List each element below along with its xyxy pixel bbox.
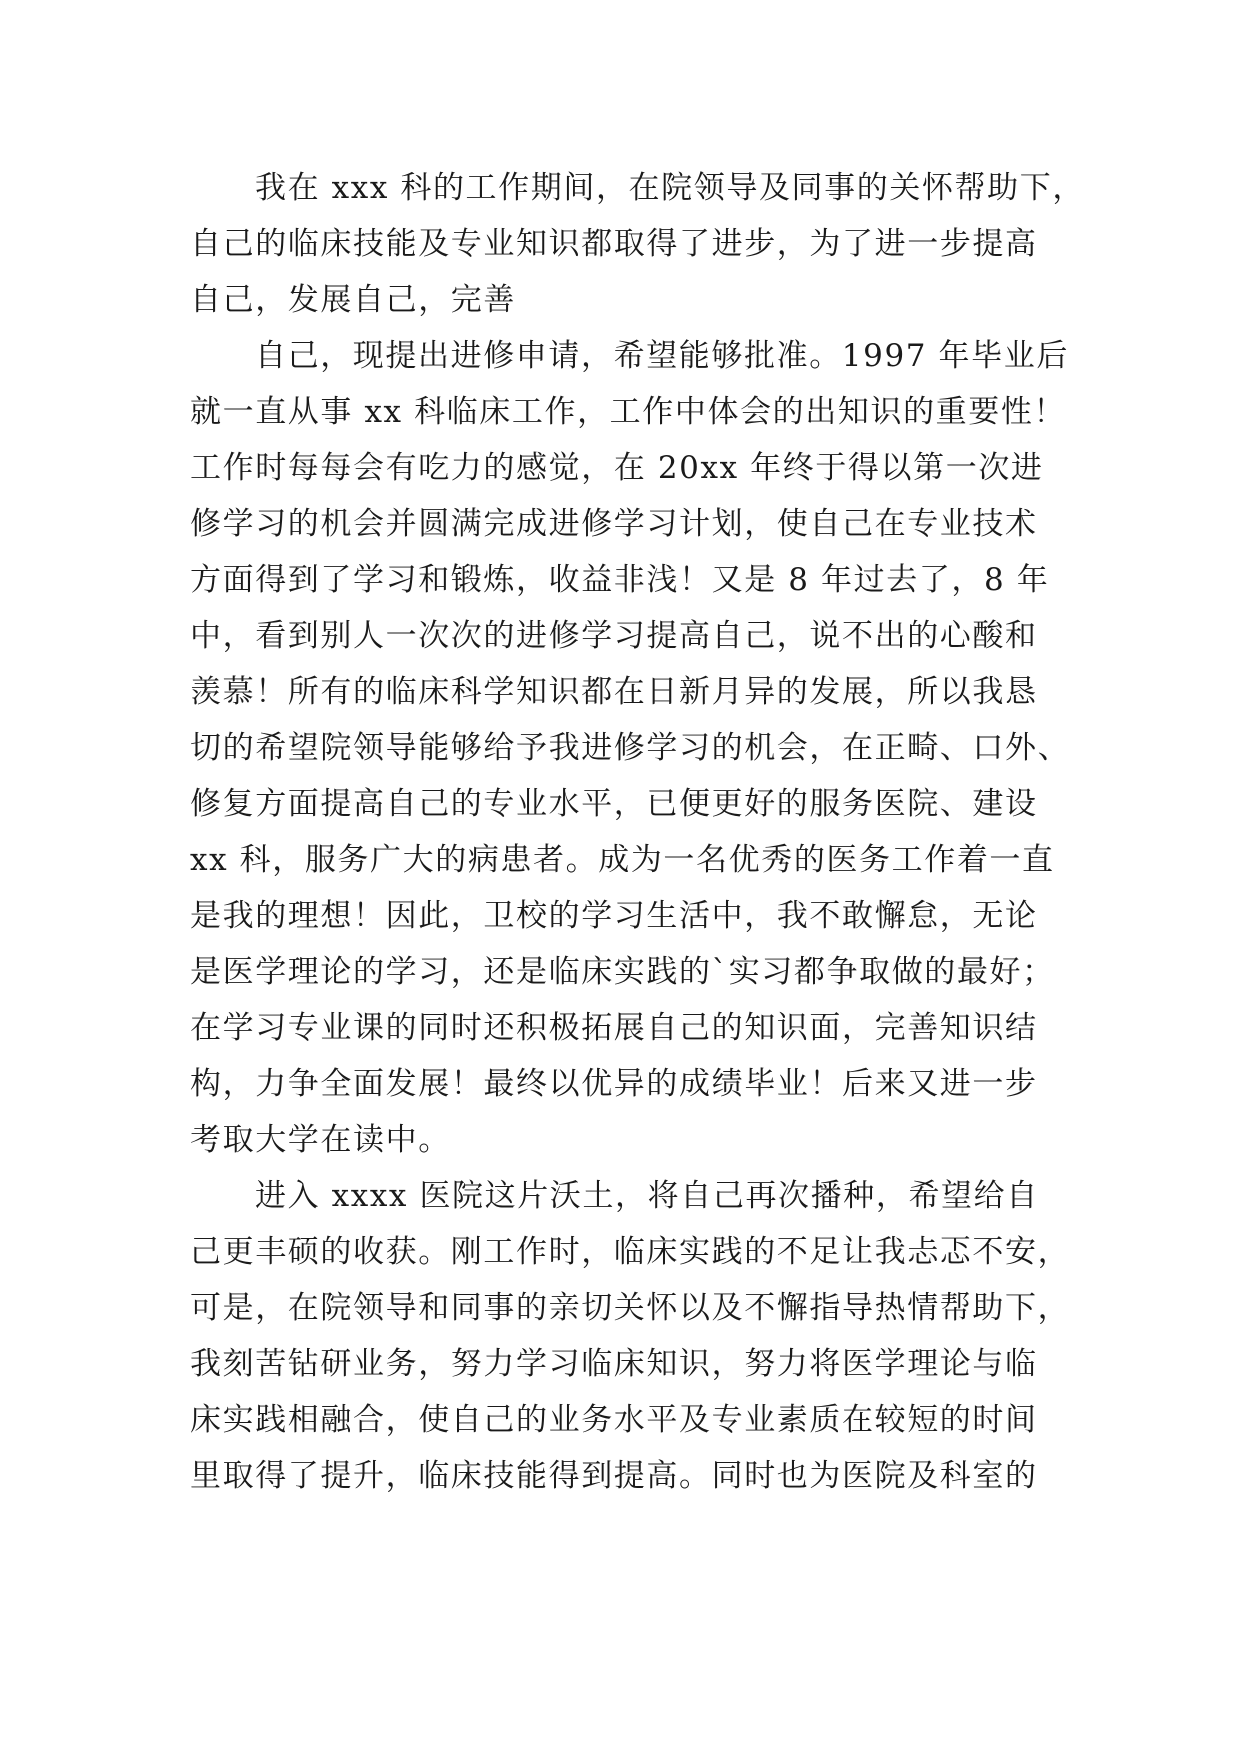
paragraph-line: 羡慕！所有的临床科学知识都在日新月异的发展，所以我恳 (190, 674, 1038, 710)
paragraph-line: 自己，现提出进修申请，希望能够批准。1997 年毕业后 (255, 338, 1069, 374)
paragraph-line: 是医学理论的学习，还是临床实践的`实习都争取做的最好； (190, 954, 1055, 990)
paragraph-line: 修学习的机会并圆满完成进修学习计划，使自己在专业技术 (190, 506, 1038, 542)
paragraph-line: 自己，发展自己，完善 (190, 282, 516, 318)
paragraph-line: 修复方面提高自己的专业水平，已便更好的服务医院、建设 (190, 786, 1038, 822)
paragraph-line: xx 科，服务广大的病患者。成为一名优秀的医务工作着一直 (190, 842, 1055, 878)
paragraph-line: 工作时每每会有吃力的感觉，在 20xx 年终于得以第一次进 (190, 450, 1044, 486)
paragraph-line: 进入 xxxx 医院这片沃土，将自己再次播种，希望给自 (255, 1178, 1039, 1214)
paragraph-line: 我刻苦钻研业务，努力学习临床知识，努力将医学理论与临 (190, 1346, 1038, 1382)
paragraph-line: 我在 xxx 科的工作期间，在院领导及同事的关怀帮助下， (255, 170, 1085, 206)
paragraph-line: 可是，在院领导和同事的亲切关怀以及不懈指导热情帮助下， (190, 1290, 1071, 1326)
paragraph-line: 考取大学在读中。 (190, 1122, 451, 1158)
paragraph-line: 中，看到别人一次次的进修学习提高自己，说不出的心酸和 (190, 618, 1038, 654)
paragraph-line: 切的希望院领导能够给予我进修学习的机会，在正畸、口外、 (190, 730, 1071, 766)
paragraph-line: 里取得了提升，临床技能得到提高。同时也为医院及科室的 (190, 1458, 1038, 1494)
paragraph-line: 是我的理想！因此，卫校的学习生活中，我不敢懈怠，无论 (190, 898, 1038, 934)
paragraph-line: 床实践相融合，使自己的业务水平及专业素质在较短的时间 (190, 1402, 1038, 1438)
paragraph-line: 就一直从事 xx 科临床工作，工作中体会的出知识的重要性！ (190, 394, 1067, 430)
paragraph-line: 方面得到了学习和锻炼，收益非浅！又是 8 年过去了，8 年 (190, 562, 1050, 598)
paragraph-line: 己更丰硕的收获。刚工作时，临床实践的不足让我忐忑不安， (190, 1234, 1071, 1270)
paragraph-line: 自己的临床技能及专业知识都取得了进步，为了进一步提高 (190, 226, 1038, 262)
paragraph-line: 构，力争全面发展！最终以优异的成绩毕业！后来又进一步 (190, 1066, 1038, 1102)
paragraph-line: 在学习专业课的同时还积极拓展自己的知识面，完善知识结 (190, 1010, 1038, 1046)
